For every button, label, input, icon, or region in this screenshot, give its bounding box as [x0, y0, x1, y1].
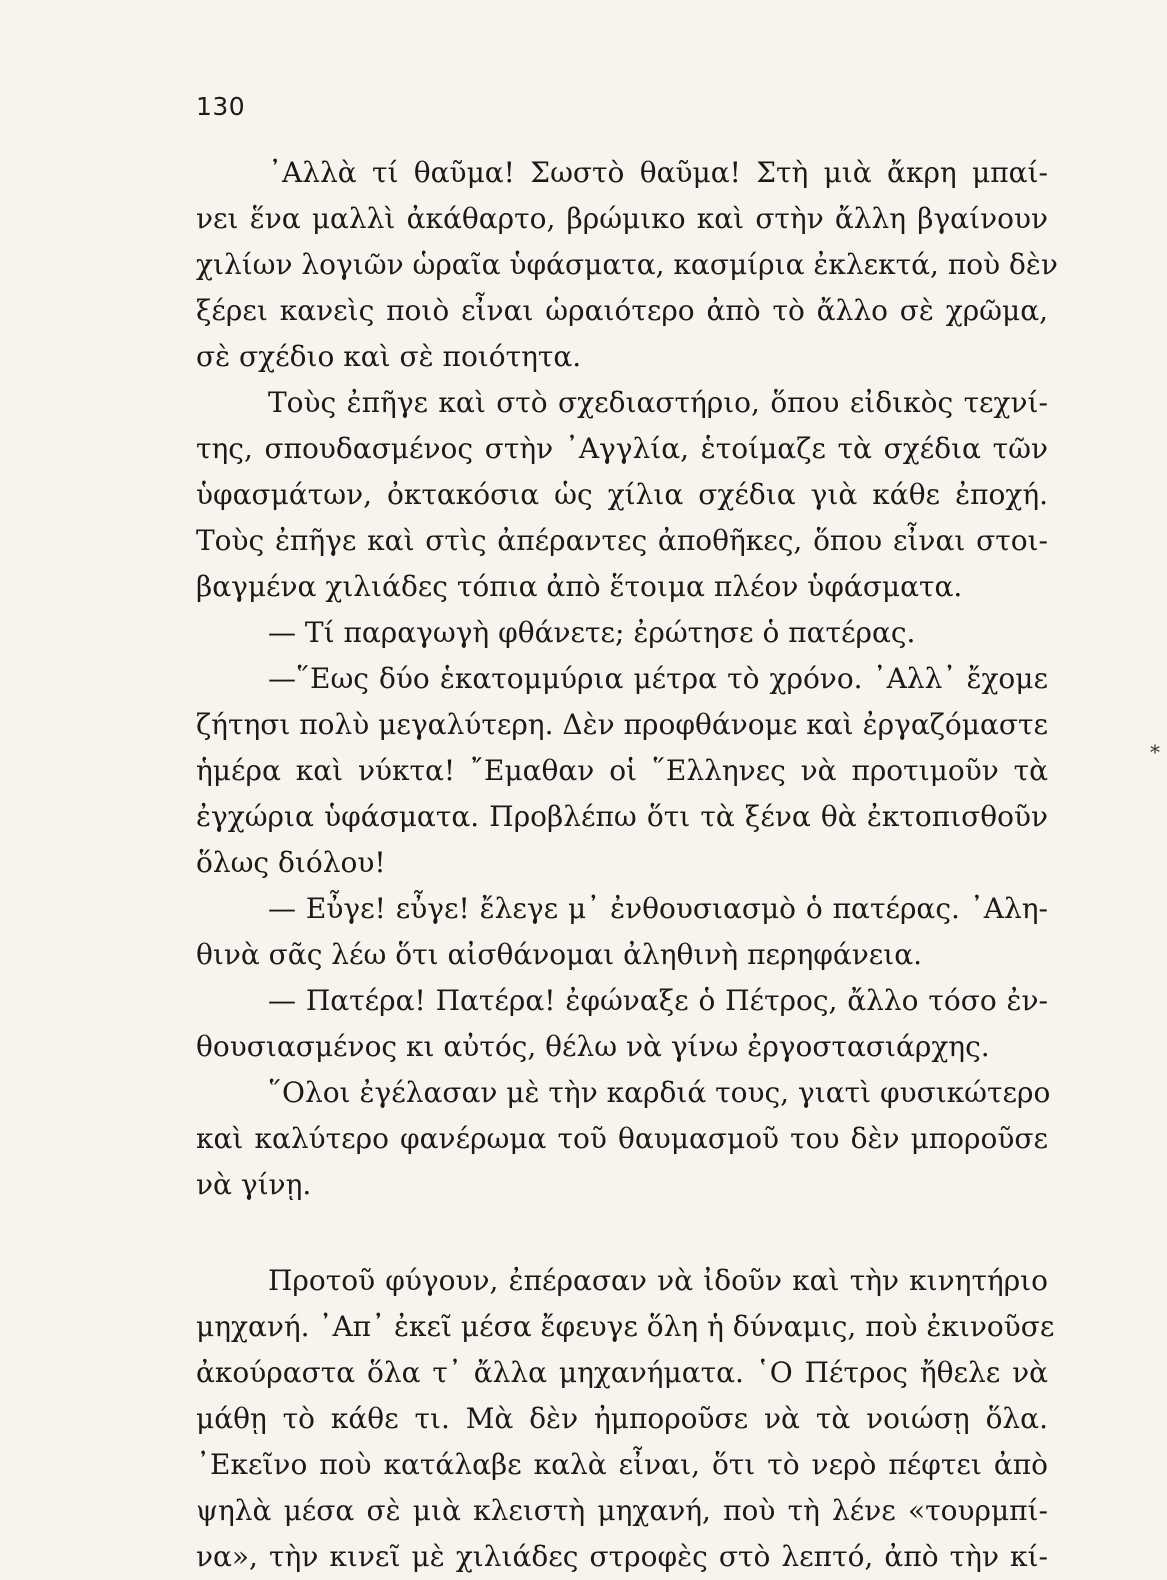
paragraph-gap [196, 1208, 1048, 1258]
text-line: Τοὺς ἐπῆγε καὶ στὶς ἀπέραντες ἀποθῆκες, ὅπου εἶναι στοι- [196, 524, 1048, 557]
text-line: χιλίων λογιῶν ὡραῖα ὑφάσματα, κασμίρια ἐκλεκτά, ποὺ δὲν [196, 248, 1058, 281]
text-line: ὅλως διόλου! [196, 846, 386, 879]
paragraph [196, 1070, 1051, 1208]
text-line: ᾽Εκεῖνο ποὺ κατάλαβε καλὰ εἶναι, ὅτι τὸ νερὸ πέφτει ἀπὸ [196, 1448, 1048, 1481]
paragraph [196, 150, 1058, 380]
text-line: ἐγχώρια ὑφάσματα. Προβλέπω ὅτι τὰ ξένα θὰ ἐκτοπισθοῦν [196, 800, 1048, 833]
text-line: να», τὴν κινεῖ μὲ χιλιάδες στροφὲς στὸ λεπτό, ἀπὸ τὴν κί- [196, 1540, 1048, 1573]
text-line: Τοὺς ἐπῆγε καὶ στὸ σχεδιαστήριο, ὅπου εἰδικὸς τεχνί- [268, 386, 1048, 419]
dialogue-paragraph [196, 978, 1048, 1070]
text-line: καὶ καλύτερο φανέρωμα τοῦ θαυμασμοῦ του δὲν μποροῦσε [196, 1122, 1048, 1155]
text-line: νει ἕνα μαλλὶ ἀκάθαρτο, βρώμικο καὶ στὴν ἄλλη βγαίνουν [196, 202, 1048, 235]
paragraph [196, 380, 1048, 610]
text-line: — Εὖγε! εὖγε! ἔλεγε μ᾽ ἐνθουσιασμὸ ὁ πατέρας. ᾽Αλη- [268, 892, 1048, 925]
text-line: ἀκούραστα ὅλα τ᾽ ἄλλα μηχανήματα. ῾Ο Πέτρος ἤθελε νὰ [196, 1356, 1048, 1389]
text-line: ξέρει κανεὶς ποιὸ εἶναι ὡραιότερο ἀπὸ τὸ ἄλλο σὲ χρῶμα, [196, 294, 1048, 327]
text-line: —῞Εως δύο ἑκατομμύρια μέτρα τὸ χρόνο. ᾽Αλλ᾽ ἔχομε [268, 662, 1048, 695]
text-line: μηχανή. ᾽Απ᾽ ἐκεῖ μέσα ἔφευγε ὅλη ἡ δύναμις, ποὺ ἐκινοῦσε [196, 1310, 1055, 1343]
text-line: της, σπουδασμένος στὴν ᾽Αγγλία, ἑτοίμαζε τὰ σχέδια τῶν [196, 432, 1048, 465]
dialogue-paragraph [196, 886, 1048, 978]
text-line: σὲ σχέδιο καὶ σὲ ποιότητα. [196, 340, 582, 373]
text-line: — Πατέρα! Πατέρα! ἐφώναξε ὁ Πέτρος, ἄλλο τόσο ἐν- [268, 984, 1048, 1017]
text-line: βαγμένα χιλιάδες τόπια ἀπὸ ἕτοιμα πλέον ὑφάσματα. [196, 570, 963, 603]
text-line: ὑφασμάτων, ὀκτακόσια ὡς χίλια σχέδια γιὰ κάθε ἐποχή. [196, 478, 1048, 511]
paragraph [196, 1258, 1055, 1580]
text-line: μάθῃ τὸ κάθε τι. Μὰ δὲν ἠμποροῦσε νὰ τὰ νοιώσῃ ὅλα. [196, 1402, 1048, 1435]
text-line: θουσιασμένος κι αὐτός, θέλω νὰ γίνω ἐργοστασιάρχης. [196, 1030, 990, 1063]
text-line: ψηλὰ μέσα σὲ μιὰ κλειστὴ μηχανή, ποὺ τὴ λένε «τουρμπί- [196, 1494, 1048, 1527]
page-number: 130 [196, 92, 246, 121]
dialogue-paragraph [196, 656, 1048, 886]
text-line: ἡμέρα καὶ νύκτα! ῎Εμαθαν οἱ ῞Ελληνες νὰ προτιμοῦν τὰ [196, 754, 1048, 787]
text-line: θινὰ σᾶς λέω ὅτι αἰσθάνομαι ἀληθινὴ περηφάνεια. [196, 938, 923, 971]
text-line: νὰ γίνῃ. [196, 1168, 312, 1201]
text-line: Προτοῦ φύγουν, ἐπέρασαν νὰ ἰδοῦν καὶ τὴν κινητήριο [268, 1264, 1048, 1297]
text-line: ζήτησι πολὺ μεγαλύτερη. Δὲν προφθάνομε καὶ ἐργαζόμαστε [196, 708, 1048, 741]
margin-mark: * [1150, 740, 1160, 764]
dialogue-paragraph [196, 610, 1048, 656]
body-text [196, 150, 1058, 1580]
text-line: ῞Ολοι ἐγέλασαν μὲ τὴν καρδιά τους, γιατὶ φυσικώτερο [268, 1076, 1051, 1109]
text-line: ᾽Αλλὰ τί θαῦμα! Σωστὸ θαῦμα! Στὴ μιὰ ἄκρη μπαί- [268, 156, 1048, 189]
text-line: — Τί παραγωγὴ φθάνετε; ἐρώτησε ὁ πατέρας. [268, 616, 916, 649]
